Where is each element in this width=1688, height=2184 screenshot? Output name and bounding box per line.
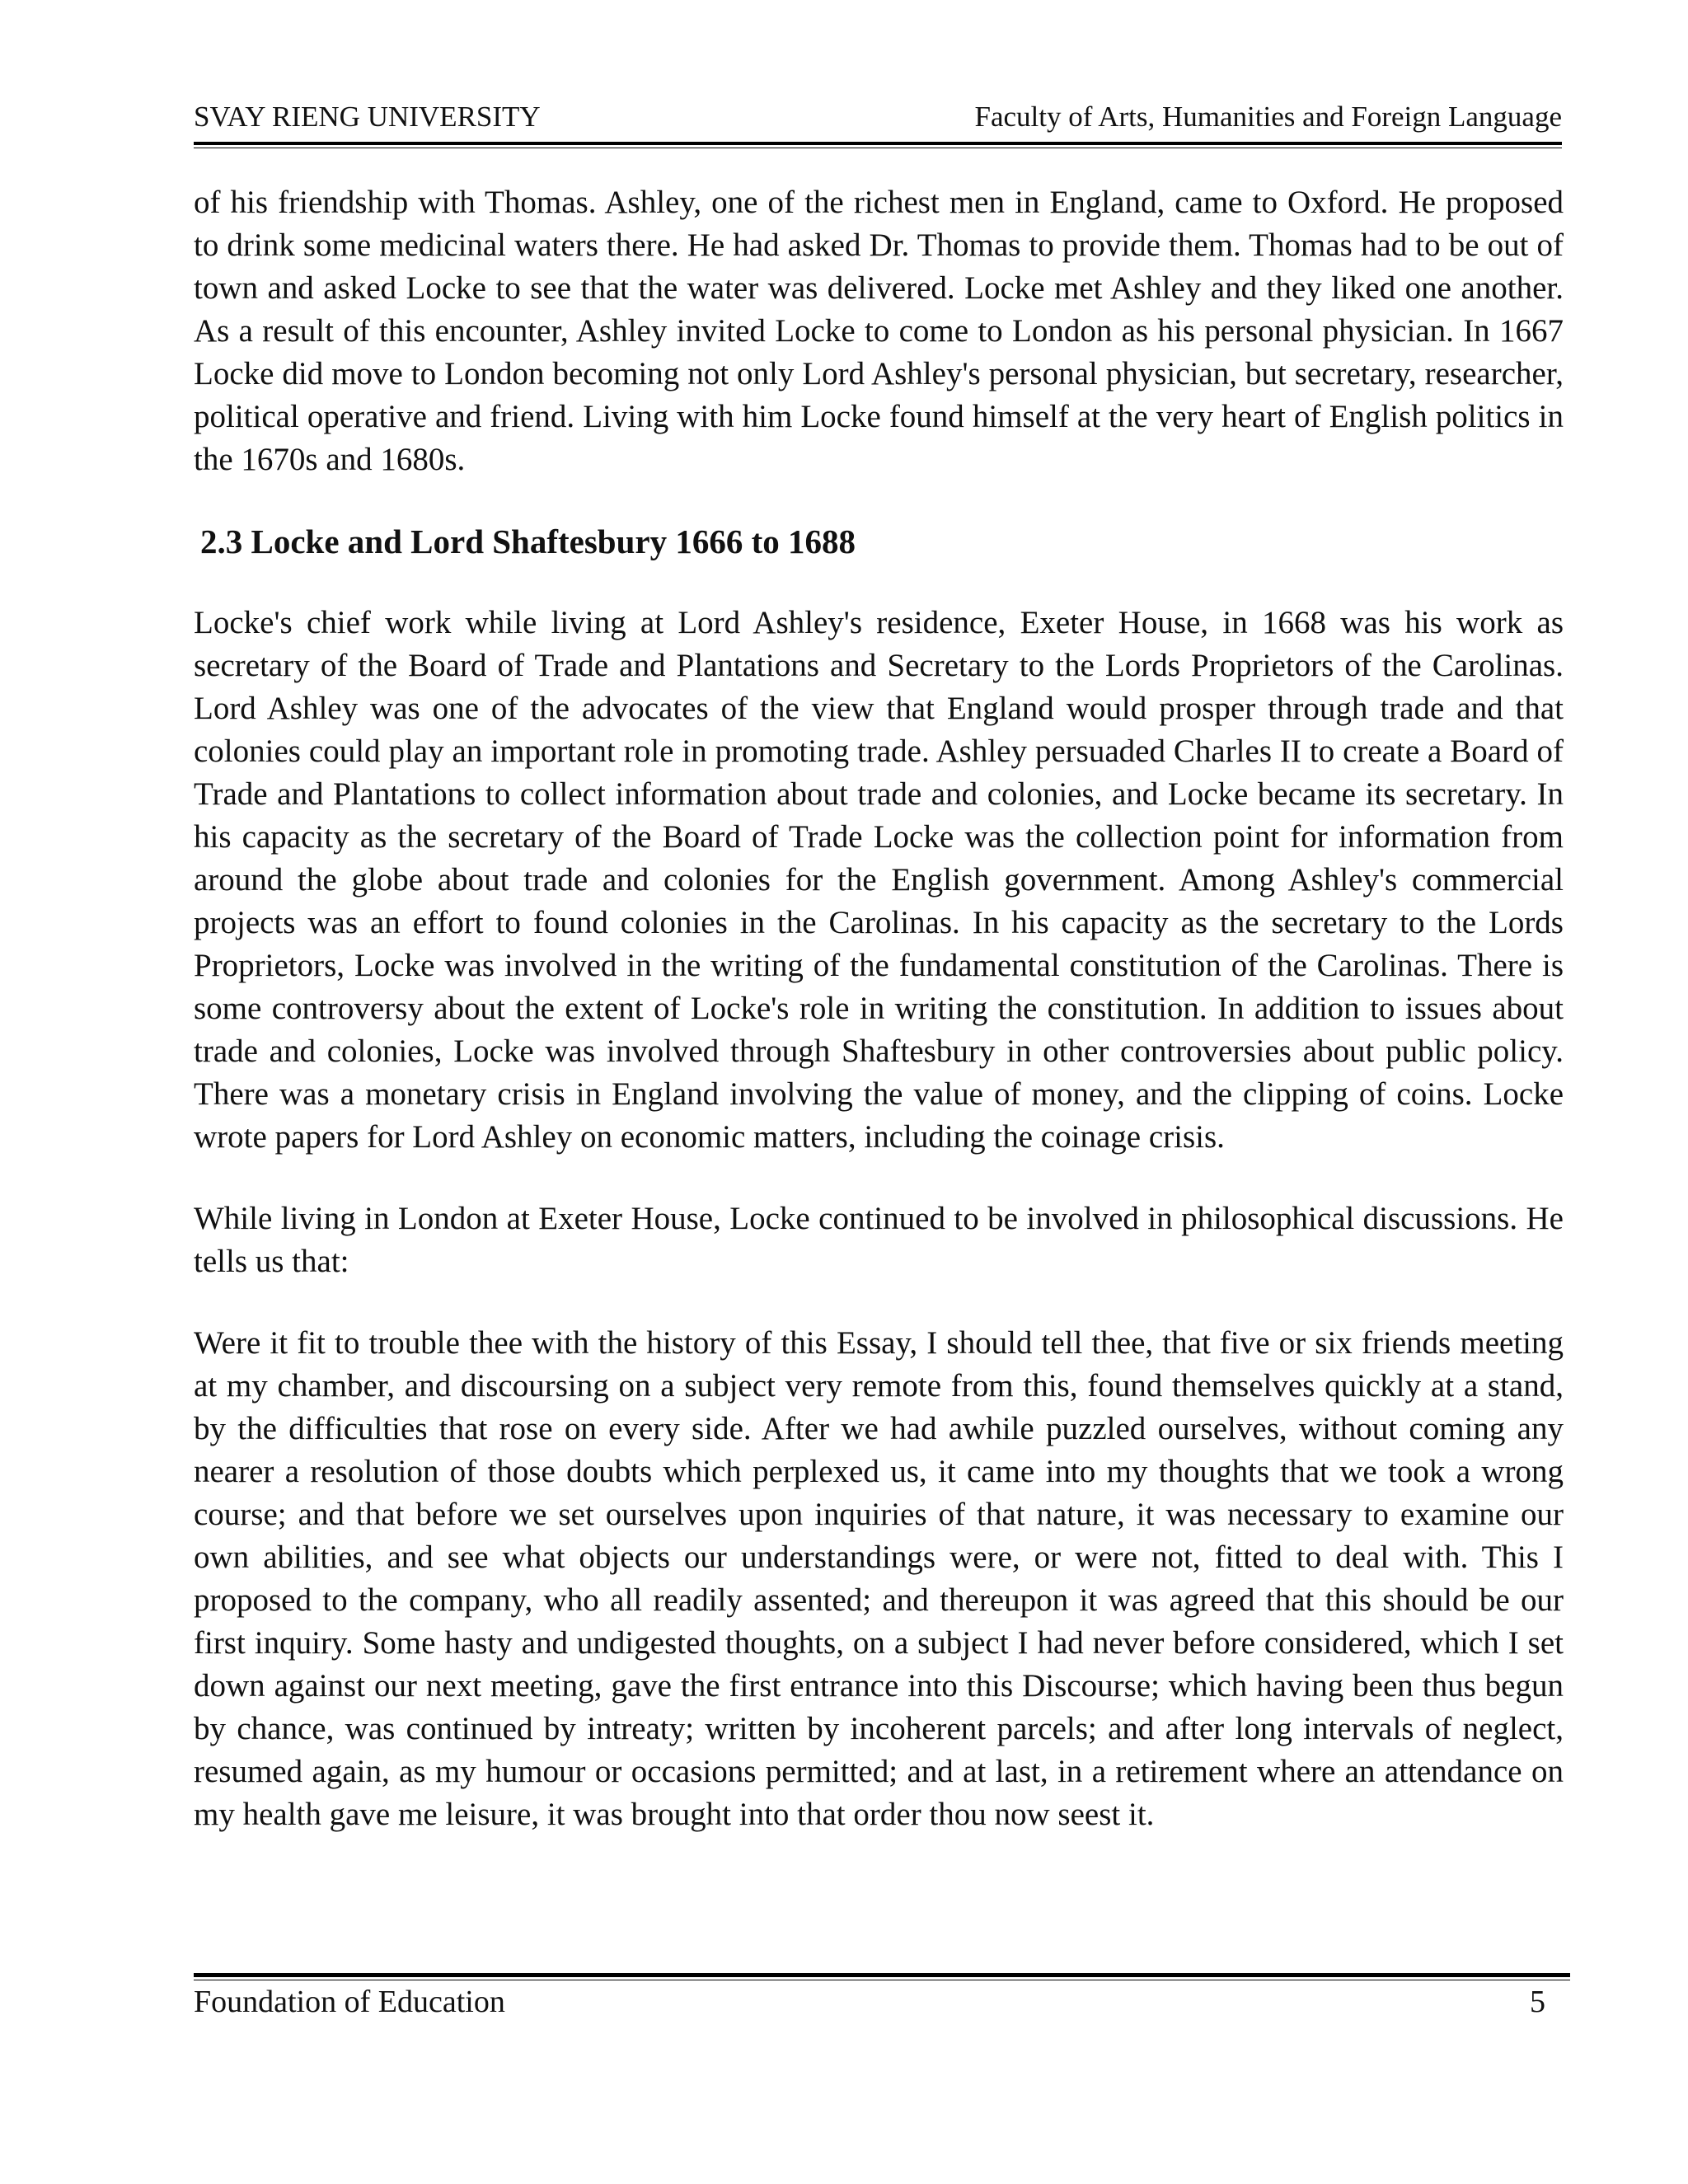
page-footer [194,1981,1545,2022]
page-header [194,92,1562,142]
page-number: 5 [1530,1985,1545,2019]
footer-course-title: Foundation of Education [194,1985,505,2019]
paragraph-friendship: of his friendship with Thomas. Ashley, one of the richest men in England, came to Oxford. He proposed to drink some medicinal waters there. He had asked Dr. Thomas to provide them. Thomas had to be out of town and asked Locke to see that the water was delivered. Locke met Ashley and they liked one another. As a result of this encounter, Ashley invited Locke to come to London as his personal physician. In 1667 Locke did move to London becoming not only Lord Ashley's personal physician, but secretary, researcher, political operative and friend. Living with him Locke found himself at the very heart of English politics in the 1670s and 1680s. [194,185,1564,477]
paragraph-board-of-trade: Locke's chief work while living at Lord Ashley's residence, Exeter House, in 1668 was his work as secretary of the Board of Trade and Plantations and Secretary to the Lords Proprietors of the Carolinas. Lord Ashley was one of the advocates of the view that England would prosper through trade and that colonies could play an important role in promoting trade. Ashley persuaded Charles II to create a Board of Trade and Plantations to collect information about trade and colonies, and Locke became its secretary. In his capacity as the secretary of the Board of Trade Locke was the collection point for information from around the globe about trade and colonies for the English government. Among Ashley's commercial projects was an effort to found colonies in the Carolinas. In his capacity as the secretary to the Lords Proprietors, Locke was involved in the writing of the fundamental constitution of the Carolinas. There is some controversy about the extent of Locke's role in writing the constitution. In addition to issues about trade and colonies, Locke was involved through Shaftesbury in other controversies about public policy. There was a monetary crisis in England involving the value of money, and the clipping of coins. Locke wrote papers for Lord Ashley on economic matters, including the coinage crisis. [194,605,1564,1155]
header-university: SVAY RIENG UNIVERSITY [194,101,541,133]
paragraph-exeter-house: While living in London at Exeter House, Locke continued to be involved in philosophical discussions. He tells us that: [194,1201,1564,1279]
header-rule [194,142,1562,145]
page-body [194,181,1564,1875]
footer-rule [194,1973,1570,1977]
header-faculty: Faculty of Arts, Humanities and Foreign Language [974,101,1562,133]
section-heading: 2.3 Locke and Lord Shaftesbury 1666 to 1688 [200,523,856,560]
paragraph-essay-quote: Were it fit to trouble thee with the history of this Essay, I should tell thee, that five or six friends meeting at my chamber, and discoursing on a subject very remote from this, found themselves quickly at a stand, by the difficulties that rose on every side. After we had awhile puzzled ourselves, without coming any nearer a resolution of those doubts which perplexed us, it came into my thoughts that we took a wrong course; and that before we set ourselves upon inquiries of that nature, it was necessary to examine our own abilities, and see what objects our understandings were, or were not, fitted to deal with. This I proposed to the company, who all readily assented; and thereupon it was agreed that this should be our first inquiry. Some hasty and undigested thoughts, on a subject I had never before considered, which I set down against our next meeting, gave the first entrance into this Discourse; which having been thus begun by chance, was continued by intreaty; written by incoherent parcels; and after long intervals of neglect, resumed again, as my humour or occasions permitted; and at last, in a retirement where an attendance on my health gave me leisure, it was brought into that order thou now seest it. [194,1325,1564,1832]
